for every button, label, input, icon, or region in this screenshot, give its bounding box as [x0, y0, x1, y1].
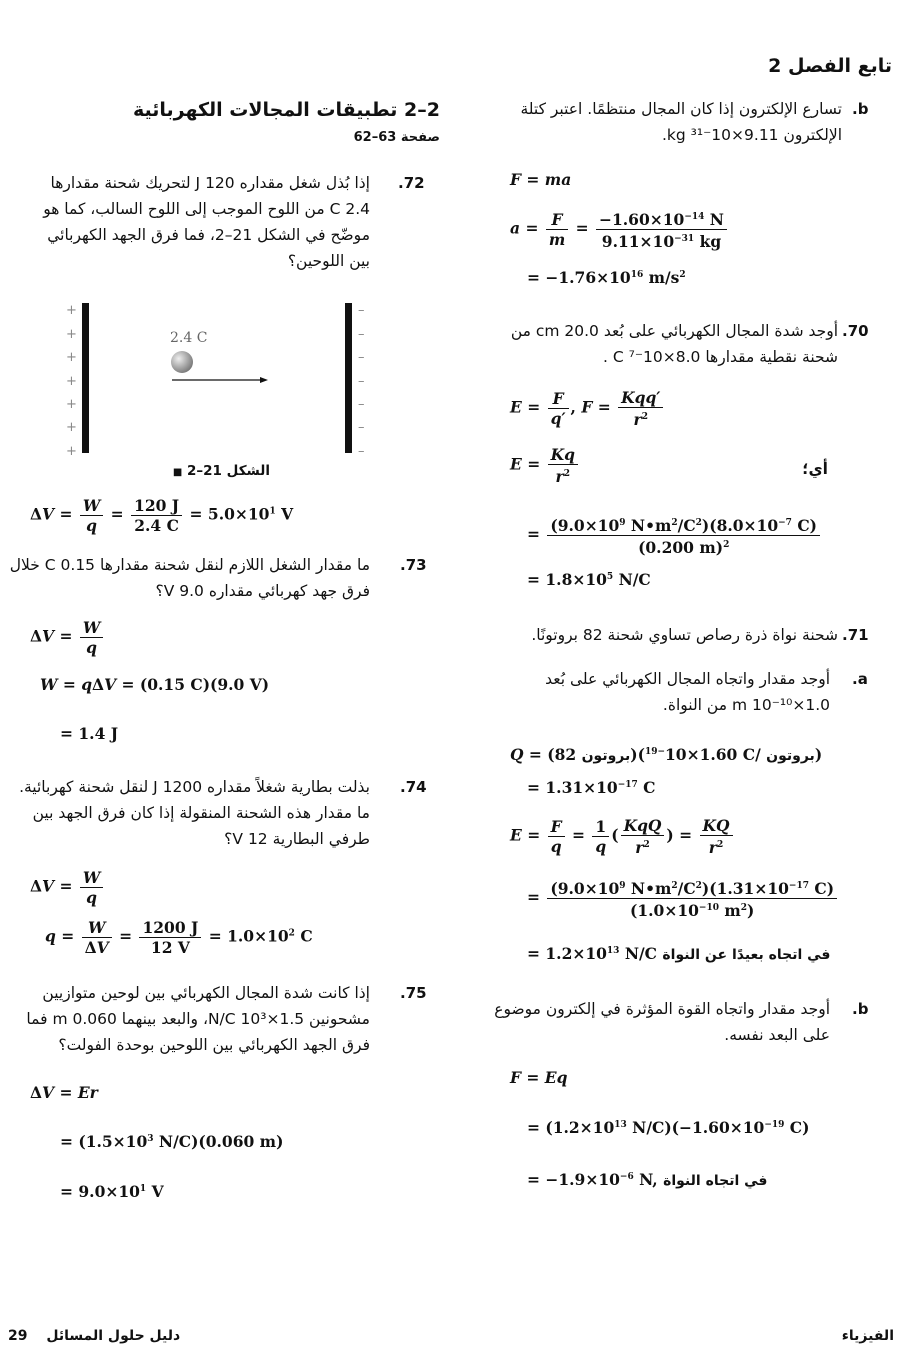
- text-line: الإلكترون 9.11×10⁻³¹ kg.: [661, 126, 842, 144]
- svg-text:–: –: [358, 374, 365, 389]
- part-b-text: [462, 96, 842, 148]
- eq-f-result: = $-1.9\times 10^{-6}$ N, في اتجاه النواة: [527, 1170, 768, 1189]
- text-line: موضّح في الشكل 21–2، فما فرق الجهد الكهربائي: [47, 226, 370, 244]
- problem-72-number: .72: [398, 174, 425, 192]
- svg-text:+: +: [66, 327, 77, 342]
- section-title: 2–2 تطبيقات المجالات الكهربائية: [132, 99, 440, 121]
- svg-text:+: +: [66, 350, 77, 365]
- text-line: 2.4 C من اللوح الموجب إلى اللوح السالب، كما هو: [43, 200, 370, 218]
- eq-e-kq-derivation: E = $\frac{F}{q}$ = $\frac{1}{q}$ ( $\frac{\text{KqQ}}{r^2}$ ) = $\frac{KQ}{r^2}$: [510, 816, 735, 857]
- svg-text:+: +: [66, 420, 77, 435]
- ay-label: أي؛: [802, 460, 828, 478]
- problem-73-text: [0, 552, 370, 604]
- direction-away-text: في اتجاه بعيدًا عن النواة: [662, 947, 831, 963]
- problem-70-number: .70: [842, 322, 869, 340]
- eq-dv-result: = $9.0\times 10^1$ V: [60, 1182, 164, 1201]
- eq-dv-73: ΔV = $\frac{W}{q}$: [30, 618, 105, 657]
- text-line: طرفي البطارية 12 V؟: [224, 830, 370, 848]
- problem-74-text: [0, 774, 370, 852]
- eq-e-result: = $1.8\times 10^5$ N/C: [527, 570, 651, 589]
- chapter-header: تابع الفصل 2: [768, 55, 892, 77]
- text-line: بين اللوحين؟: [287, 252, 370, 270]
- problem-70-text: [438, 318, 838, 370]
- eq-e-substitution-2: = $\frac{(9.0\times 10^9 N•m^2/C^2)(1.31\times 10^{-17} C)}{(1.0\times 10^{-10} m^2)}$: [527, 877, 839, 920]
- eq-dv-74: ΔV = $\frac{W}{q}$: [30, 868, 105, 907]
- part-b-label: .b: [852, 100, 869, 118]
- part-b2-label: .b: [852, 1000, 869, 1018]
- svg-text:+: +: [66, 374, 77, 389]
- footer-subject: الفيزياء: [841, 1328, 894, 1344]
- eq-f-eq: F = Eq: [510, 1068, 568, 1087]
- text-line: أوجد شدة المجال الكهربائي على بُعد 20.0 cm من: [510, 322, 838, 340]
- footer-book-title: دليل حلول المسائل: [46, 1328, 181, 1344]
- text-line: فرق جهد كهربائي مقداره 9.0 V؟: [155, 582, 370, 600]
- svg-text:–: –: [358, 420, 365, 435]
- eq-w-73: W = qΔV = (0.15 C)(9.0 V): [40, 675, 270, 694]
- eq-w-result: = 1.4 J: [60, 724, 119, 743]
- page-number: 29: [8, 1328, 28, 1344]
- text-line: شحنة نقطية مقدارها 8.0×10⁻⁷ C .: [602, 348, 838, 366]
- eq-a-frac: a = $\frac{F}{m}$ = $\frac{-1.60\times 10^{-14} N}{9.11\times 10^{-31} kg}$: [510, 208, 729, 251]
- eq-q-result: = $1.31\times 10^{-17}$ C: [527, 778, 656, 797]
- svg-text:–: –: [358, 444, 365, 459]
- part-a-text: [430, 666, 830, 718]
- eq-dv-er: ΔV = Er: [30, 1083, 98, 1102]
- proton-word: بروتون: [581, 748, 631, 764]
- text-line: أوجد مقدار واتجاه المجال الكهربائي على بُعد: [545, 670, 830, 688]
- problem-75-text: [0, 980, 370, 1058]
- part-b2-text: [420, 996, 830, 1048]
- footer-left: [8, 1328, 180, 1344]
- text-line: إذا كانت شدة المجال الكهربائي بين لوحين متوازيين: [42, 984, 370, 1002]
- svg-text:–: –: [358, 303, 365, 318]
- figure-parallel-plates: [55, 298, 385, 463]
- problem-71-text: شحنة نواة ذرة رصاص تساوي شحنة 82 بروتونًا.: [531, 626, 838, 644]
- eq-e-result-2: = $1.2\times 10^{13}$ N/C في اتجاه بعيدًا عن النواة: [527, 944, 831, 963]
- text-line: مشحونين 1.5×10³ N/C، والبعد بينهما 0.060 m فما: [26, 1010, 370, 1028]
- text-line: ما مقدار هذه الشحنة المنقولة إذا كان فرق الجهد بين: [32, 804, 370, 822]
- eq-a-result: = $-1.76\times 10^{16}$ $m/s^2$: [527, 268, 686, 287]
- svg-text:+: +: [66, 397, 77, 412]
- svg-text:+: +: [66, 303, 77, 318]
- direction-toward-text: في اتجاه النواة: [663, 1173, 768, 1189]
- eq-e-substitution: = $\frac{(9.0\times 10^9 N•m^2/C^2)(8.0\times 10^{-7} C)}{(0.200 m)^2}$: [527, 514, 822, 557]
- svg-text:+: +: [66, 444, 77, 459]
- problem-73-number: .73: [400, 556, 427, 574]
- part-a-label: .a: [852, 670, 868, 688]
- problem-71-number: .71: [842, 626, 869, 644]
- eq-dv-substitution: = ($1.5\times 10^3$ N/C)(0.060 m): [60, 1132, 284, 1151]
- text-line: 1.0×10⁻¹⁰ m من النواة.: [662, 696, 830, 714]
- figure-caption-text: الشكل 21–2: [187, 463, 270, 479]
- eq-f-ma: F = ma: [510, 170, 572, 189]
- plates-diagram: [55, 298, 385, 463]
- text-line: بذلت بطارية شغلاً مقداره 1200 J لنقل شحنة كهربائية.: [19, 778, 370, 796]
- text-line: أوجد مقدار واتجاه القوة المؤثرة في إلكترون موضوع: [494, 1000, 830, 1018]
- text-line: ما مقدار الشغل اللازم لنقل شحنة مقدارها 0.15 C خلال: [9, 556, 370, 574]
- svg-text:–: –: [358, 327, 365, 342]
- eq-e-def: E = $\frac{F}{q'}$ , F = $\frac{\text{Kqq′}}{r^2}$: [510, 388, 665, 429]
- text-line: تسارع الإلكترون إذا كان المجال منتظمًا. اعتبر كتلة: [520, 100, 842, 118]
- svg-text:–: –: [358, 350, 365, 365]
- eq-f-substitution: = ($1.2\times 10^{13}$ $N/C)(-1.60\times 10^{-19}$ C): [527, 1118, 810, 1137]
- charge-ball: [171, 351, 193, 373]
- square-bullet-icon: ■: [172, 467, 183, 478]
- problem-72-text: [0, 170, 370, 274]
- eq-q-protons: Q = (82 $بروتون)(1.60\times 10^{-19}$ C/ بروتون): [510, 745, 823, 764]
- charge-label: 2.4 C: [170, 330, 208, 346]
- svg-text:–: –: [358, 397, 365, 412]
- figure-caption: [173, 463, 270, 479]
- eq-dv-72: ΔV = $\frac{W}{q}$ = $\frac{120 J}{2.4 C}$ = $5.0\times 10^1$ V: [30, 496, 294, 535]
- eq-q-74: q = $\frac{W}{\Delta V}$ = $\frac{1200 J}{12 V}$ = $1.0\times 10^2$ C: [45, 918, 313, 957]
- text-line: على البعد نفسه.: [724, 1026, 830, 1044]
- proton-word: بروتون: [766, 748, 815, 764]
- section-pages: صفحة 63–62: [353, 130, 440, 145]
- text-line: إذا بُذل شغل مقداره 120 J لتحريك شحنة مقدارها: [50, 174, 370, 192]
- problem-74-number: .74: [400, 778, 427, 796]
- text-line: فرق الجهد الكهربائي بين اللوحين بوحدة الفولت؟: [58, 1036, 370, 1054]
- eq-e-kq: E = $\frac{Kq}{r^2}$: [510, 445, 580, 486]
- problem-75-number: .75: [400, 984, 427, 1002]
